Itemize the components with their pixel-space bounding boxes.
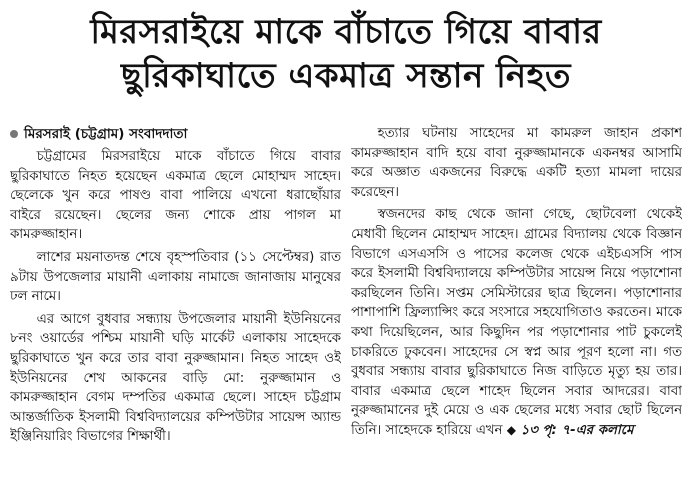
paragraph: লাশের ময়নাতদন্ত শেষে বৃহস্পতিবার (১১ সেপ্টেম্বর) রাত ৯টায় উপজেলার মায়ানী এলাকায় নামাজে জানাজায় মানুষের ঢল নামে। [10,249,341,305]
paragraph-text: স্বজনদের কাছ থেকে জানা গেছে, ছোটবেলা থেকেই মেধাবী ছিলেন মোহাম্মদ সাহেদ। গ্রামের বিদ্যালয় থেকে বিজ্ঞান বিভাগে এসএসসি ও পাসের কলেজ থেকে এইচএসসি পাস করে ইসলামী বিশ্ববিদ্যালয়ে কম্পিউটার সায়েন্স নিয়ে পড়াশোনা করছিলেন তিনি। সপ্তম সেমিস্টারের ছাত্র ছিলেন। পড়াশোনার পাশাপাশি ফ্রিল্যান্সিং করে সংসারে সহযোগিতাও করতেন। মাকে কথা দিয়েছিলেন, আর কিছুদিন পর পড়াশোনার পাট চুকলেই চাকরিতে ঢুকবেন। সাহেদের সে স্বপ্ন আর পূরণ হলো না। গত বুধবার সন্ধ্যায় বাবার ছুরিকাঘাতে নিজ বাড়িতে মৃত্যু হয় তার। বাবার একমাত্র ছেলে শাহেদ ছিলেন সবার আদরের। বাবা নুরুজ্জামানের দুই মেয়ে ও এক ছেলের মধ্যে সবার ছোট ছিলেন তিনি। সাহেদকে হারিয়ে এখন [351,207,682,438]
right-column [351,124,682,487]
headline-line-1: মিরসরাইয়ে মাকে বাঁচাতে গিয়ে বাবার [90,12,602,52]
jump-text: ১৩ পৃ: ৭-এর কলামে [520,422,634,438]
left-column [10,124,341,487]
paragraph [351,205,682,440]
article-body [10,124,682,487]
continuation-jump [507,423,634,438]
paragraph: হত্যার ঘটনায় সাহেদের মা কামরুল জাহান প্রকাশ কামরুজ্জাহান বাদি হয়ে বাবা নুরুজ্জামানকে একনম্বর আসামি করে অজ্ঞাত একজনের বিরুদ্ধে একটি হত্যা মামলা দায়ের করেছেন। [351,126,682,200]
headline [10,6,682,98]
byline-text: মিরসরাই (চট্টগ্রাম) সংবাদদাতা [24,126,188,142]
diamond-icon: ◆ [506,422,516,437]
paragraph: এর আগে বুধবার সন্ধ্যায় উপজেলার মায়ানী ইউনিয়নের ৮নং ওয়ার্ডের পশ্চিম মায়ানী ঘড়ি মার্কেট এলাকায় সাহেদকে ছুরিকাঘাতে খুন করে তার বাবা নুরুজ্জামান। নিহত সাহেদ ওই ইউনিয়নের শেখ আকনের বাড়ি মো: নুরুজ্জামান ও কামরুজ্জাহান বেগম দম্পতির একমাত্র ছেলে। সাহেদ চট্টগ্রাম আন্তর্জাতিক ইসলামী বিশ্ববিদ্যালয়ের কম্পিউটার সায়েন্স অ্যান্ড ইঞ্জিনিয়ারিং বিভাগের শিক্ষার্থী। [10,311,341,445]
headline-line-2: ছুরিকাঘাতে একমাত্র সন্তান নিহত [120,56,572,96]
paragraph: চট্টগ্রামের মিরসরাইয়ে মাকে বাঁচাতে গিয়ে বাবার ছুরিকাঘাতে নিহত হয়েছেন একমাত্র ছেলে মোহাম্মদ সাহেদ। ছেলেকে খুন করে পাষণ্ড বাবা পালিয়ে এখনো ধরাছোঁয়ার বাইরে রয়েছেন। ছেলের জন্য শোকে প্রায় পাগল মা কামরুজ্জাহান। [10,149,341,243]
bullet-icon [10,130,18,138]
byline [10,124,341,144]
